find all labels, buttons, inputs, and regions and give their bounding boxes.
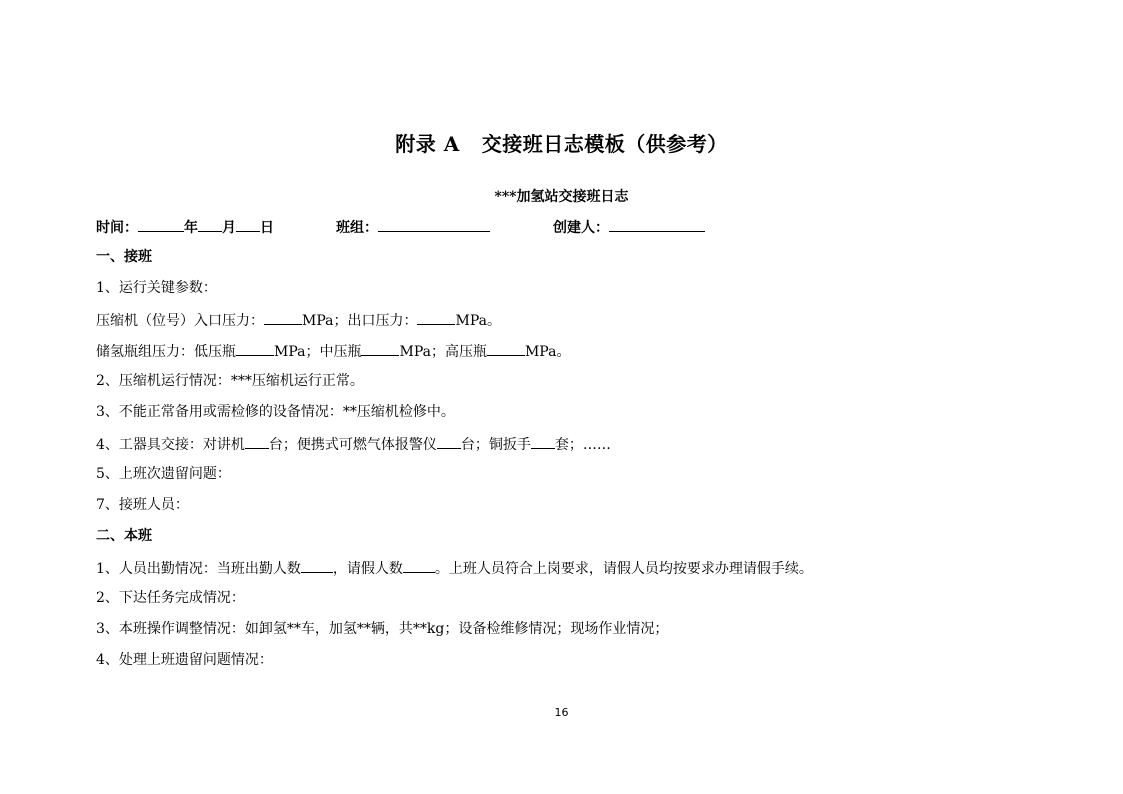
section1-heading: 一、接班 — [96, 249, 152, 265]
attendance-count-blank[interactable] — [301, 558, 333, 573]
section2-item2: 2、下达任务完成情况： — [96, 590, 245, 606]
year-label: 年 — [184, 220, 198, 236]
day-label: 日 — [260, 220, 274, 236]
creator-label: 创建人： — [553, 220, 609, 236]
section2-item3: 3、本班操作调整情况：如卸氢**车，加氢**辆，共**kg；设备检维修情况；现场作业情况； — [96, 621, 669, 637]
appendix-label: 附录 A — [395, 132, 460, 156]
section1-item7: 7、接班人员： — [96, 497, 189, 513]
gas-detector-label: 台；便携式可燃气体报警仪 — [268, 437, 437, 453]
section1-item3: 3、不能正常备用或需检修的设备情况：**压缩机检修中。 — [96, 404, 455, 420]
month-blank[interactable] — [198, 217, 222, 232]
mid-pressure-blank[interactable] — [361, 341, 399, 356]
time-label: 时间： — [96, 220, 138, 236]
copper-wrench-blank[interactable] — [531, 434, 555, 449]
gas-detector-blank[interactable] — [437, 434, 461, 449]
team-blank[interactable] — [378, 217, 490, 232]
section1-item2: 2、压缩机运行情况：***压缩机运行正常。 — [96, 373, 364, 389]
title-text: 交接班日志模板（供参考） — [481, 132, 728, 156]
storage-high-label: MPa；高压瓶 — [399, 344, 487, 360]
compressor-inlet-label: 压缩机（位号）入口压力： — [96, 313, 264, 329]
storage-mid-label: MPa；中压瓶 — [274, 344, 362, 360]
section2-item4: 4、处理上班遗留问题情况： — [96, 652, 273, 668]
section1-item1: 1、运行关键参数： — [96, 280, 217, 296]
team-field — [336, 217, 490, 237]
month-label: 月 — [222, 220, 236, 236]
attendance-count-label: 1、人员出勤情况：当班出勤人数 — [96, 561, 301, 577]
section1-item5: 5、上班次遗留问题： — [96, 466, 231, 482]
attendance-note: 。上班人员符合上岗要求，请假人员均按要求办理请假手续。 — [434, 561, 813, 577]
copper-wrench-label: 台；铜扳手 — [460, 437, 531, 453]
tools-line-end: 套；…… — [554, 437, 611, 453]
storage-unit-end: MPa。 — [524, 344, 571, 360]
walkie-talkie-label: 4、工器具交接：对讲机 — [96, 437, 245, 453]
page-title — [0, 128, 1123, 157]
storage-pressure-line — [96, 341, 570, 361]
leave-count-label: ，请假人数 — [332, 561, 403, 577]
attendance-line — [96, 558, 813, 578]
page-number: 16 — [554, 706, 569, 719]
tools-handover-line — [96, 434, 611, 454]
outlet-pressure-blank[interactable] — [417, 310, 455, 325]
compressor-pressure-line — [96, 310, 501, 330]
day-blank[interactable] — [236, 217, 260, 232]
low-pressure-blank[interactable] — [236, 341, 274, 356]
compressor-outlet-label: MPa；出口压力： — [302, 313, 418, 329]
year-blank[interactable] — [138, 217, 184, 232]
inlet-pressure-blank[interactable] — [264, 310, 302, 325]
storage-low-label: 储氢瓶组压力：低压瓶 — [96, 344, 236, 360]
log-subtitle: ***加氢站交接班日志 — [494, 189, 629, 205]
team-label: 班组： — [336, 220, 378, 236]
section2-heading: 二、本班 — [96, 528, 152, 544]
compressor-unit-end: MPa。 — [455, 313, 501, 329]
high-pressure-blank[interactable] — [487, 341, 525, 356]
leave-count-blank[interactable] — [403, 558, 435, 573]
walkie-talkie-blank[interactable] — [245, 434, 269, 449]
creator-blank[interactable] — [609, 217, 705, 232]
creator-field — [553, 217, 705, 237]
time-field — [96, 217, 274, 237]
